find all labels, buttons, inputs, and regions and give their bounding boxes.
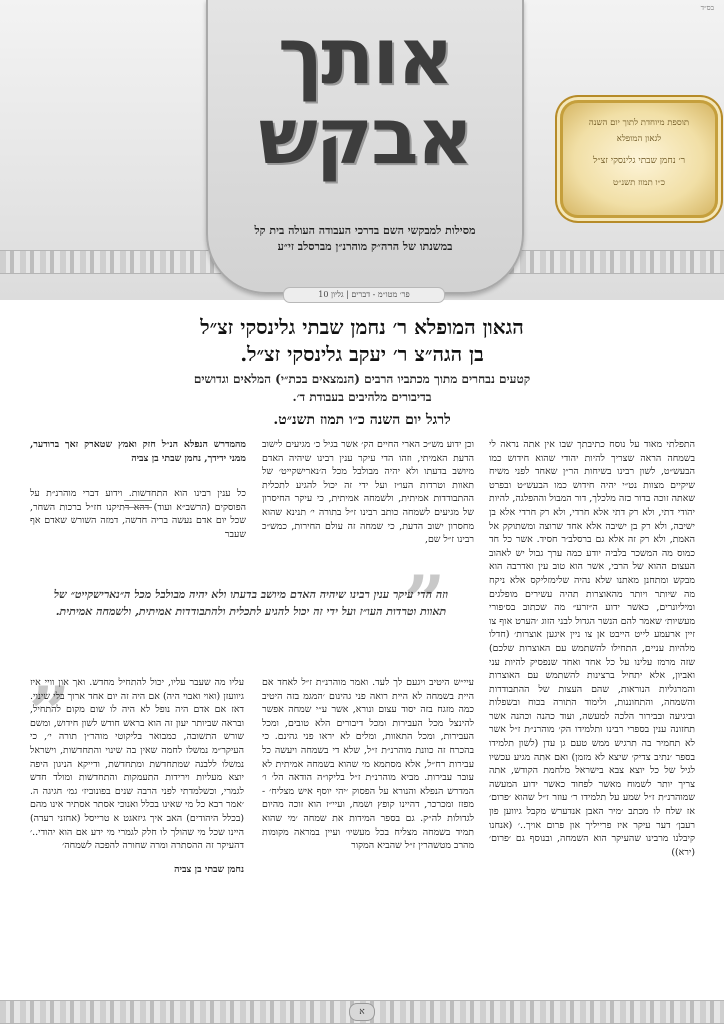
- article-text: כל ענין רבינו הוא התחדשות. וידוע דברי מוהרנ״ת על הפוסקים (הרשב״א ועוד) דהא דתיקנו חז״ל ברכות השחר, שכל יום אדם נעשה בריה חדשה, דמזה השורש שאדם אף שעבר: [30, 488, 246, 540]
- article-column-right: [489, 438, 695, 859]
- headline-description-2: בדיבורים מלהיבים בעבודת ד׳.: [292, 390, 432, 404]
- article-text: עיי״ש היטיב ויגעם לך לעד. ואמר מוהרנ״ת ז״ל לאחד אם היית בשמחה לא היית רואה פני גהינום ׳המגמ בזה היטיב כמה מזגח בזה יסוד עצום ונורא, אשר ע״י שמחה אפשר להינצל מכל העבירות ומכל דיבורים הלא טובים, ומכל העבירות, ומכל התאוות, ומלים לא יראו פני גהינם. כי בהכרח זה כוונת מוהרנ״ת ז״ל, שלא די בשמחה ויעשה כל עבירות רח״ל, אלא מסתמא מי שהוא בשמחה אמיתית לא עובר עבירות. מביא מוהרנ״ת ז״ל בליקו״ה הודאה הל׳ ו׳ המדרש הנפלא והנורא על הפסוק ׳יהי יוסף איש מצליח׳ - מפזז ומכרכר, דהיינו קופץ ושמח, ועיי״ז הוא זוכה מהיום לגדולות לה״ק. גם בספר המידות את שמחה ׳מי שהוא תמיד בשמחה מצליח בכל מעשיו׳ ועיין במראה מקומות מהרב מטשהרין ז״ל שהביא המקור: [262, 677, 474, 852]
- quote-open-icon: ”: [404, 559, 446, 644]
- masthead-title-line-1: אותך: [278, 12, 452, 102]
- article-text: וכן ידוע מש״כ הארי החיים הק׳ אשר בגיל כ׳ מגיעים לישוב הדעת האמיתי, וזהו הדי עיקר ענין רבינו שיהיה האדם מיושב בדעתו ולא יהיה מבולבל מכל ה׳נארישקייט׳ של תאוות וטרדות העו״ז ועל ידי זה יכול להגיע לתכלית ההתבודדות אמיתית, ולשמחה אמיתית, כי עיקר החיסרון של מגיעים לשמחה כותב רבינו ז״ל בתורה י׳ תנינא שהוא מחסרון ישוב הדעת, כי שמחה זה עולם החירות, כמש״כ רבינו ז״ל שם,: [262, 439, 474, 546]
- letter-closing: מהמדרש הנפלא הנ״ל חזק ואמץ שטארק זאך ברודער, ממני ידידך, נחמן שבתי בן צביה: [30, 439, 246, 464]
- issue-info: פר׳ מטו״מ - דברים | גליון 10: [283, 287, 445, 303]
- medallion-line: לגאון המופלא: [616, 134, 662, 144]
- medallion-line: ר׳ נחמן שבתי גלינסקי זצ״ל: [593, 156, 685, 166]
- article-text: התפלתי מאוד על נוסח כתיבתך שבו אין אתה נראה לי בשמחה הראה שצריך להיות יהודי שהוא חידוש כמו הבעש״ט, לשון רבינו בשיחות הר״ן שאחד לפני משיח שיקיים מצוות נט״י יהיה חידוש כמו הבעש״ט ובפרט שאתה זוכה בדור כזה מלכלך, דור המבול וההפלגה, להיות יהודי דתי, ולא רק דתי אלא חרדי, ולא רק חרדי אלא בן ישיבה, ולא רק בן ישיבה אלא אחד שרוצה ומשתוקק אל האמת, ולא רק זה אלא גם ברסלב׳ר חסיד. אשר כל חד כמוס מה המשכר בלביה יודע כמה ערך גבול יש לאהוב העצום ההוא של הרבי, אשר הוא טוב עין ואדרבה הוא מבקש ומתחנן מאתנו שלא נהיה שלימזליקס אלא ניקח מה שיותר ויותר מהאוצרות תהיה עשירים מופלגים ומיליונרים, כאשר ידוע ה״זרע״ מה שכתוב בס׳פורי מעשיות׳ שאמר להם הנשר הגדול לבני הזוג ׳הערט אוף צו זיין ארעמע לייט הייבט אן צו ניין איגען אוצרות׳ (חדלו מלהיות עניים, התחילו להשתמש עם האוצרות שלכם) שזה מרמז עלינו על כל אחד ואחד שנפסיק להיות עני ואביון, אלא יתחיל ברצינות להשתמש עם האוצרות והמרגליות הנוראות, שהם העצות של ההתבודדות והשמחה, והתחוננות, ולימוד התורה בכוח ובשפלות וביגיעה ובבירור הלכה למעשה, ועוד כהנה וכהנה אשר תחזונה ענין בספרי רבינו ותלמידו הק׳ מוהרנ״ת ז״ל אשר לא תחמיר בה תרגיש ממש טעם גן עדן (לשון תלמידו בספר ׳נתיב צדיק׳ שיצא לא מזמן) ואם אתה מגיע עכשיו לגיל של כל יוצא צבא בישראל מלחמת הקודש, אתה צריך יותר לשמוח מאשר לפחוד כאשר ידוע המעשה שמוהרנ״ת ז״ל שמע על תלמידו ר׳ עוזר ז״ל שהוא ׳פרום׳ אז שלח לו מכתב ׳מיר האבן אנדערש מקבל גיווען פון רעבן׳ דער עיקר איז פרייליך און פרום אויך..׳ (אנחנו קיבלנו מרבינו שהעיקר הוא השמחה, ובנוסף גם ׳פרום׳ (ירא)): [489, 439, 695, 858]
- title-panel: [206, 0, 524, 294]
- masthead-subtitle-2: במשנתו של הרה״ק מוהרנ״ן מברסלב זי״ע: [277, 240, 453, 253]
- memorial-medallion: [560, 100, 718, 218]
- headline-occasion: לרגל יום השנה כ״ו תמוז תשנ״ט.: [273, 412, 451, 428]
- article-column-left-lower: [30, 676, 244, 876]
- quote-close-icon: „: [30, 629, 72, 714]
- masthead-title-line-2: אבקש: [258, 92, 472, 182]
- article-column-left: [30, 438, 246, 542]
- headline-main: הגאון המופלא ר׳ נחמן שבתי גלינסקי זצ״ל: [200, 315, 524, 339]
- headline-secondary: בן הגה״צ ר׳ יעקב גלינסקי זצ״ל.: [240, 342, 484, 366]
- section-separator-ornament: [124, 500, 152, 508]
- page-number: א: [349, 1003, 375, 1021]
- corner-mark: בס״ד: [700, 4, 714, 12]
- medallion-line: תוספת מיוחדת לתוך יום השנה: [588, 118, 690, 128]
- pull-quote: וזה הדי עיקר ענין רבינו שיהיה האדם מיושב בדעתו ולא יהיה מבולבל מכל ה״נארישקייט״ של תאוות וטרדות העו״ז ועל ידי זה יכול להגיע לתכלית ולהתבודדות אמיתית, ולשמחה אמיתית.: [53, 588, 449, 618]
- article-column-middle-lower: [262, 676, 474, 853]
- article-text: עליו מה שעבר עליו, יכול להתחיל מחדש. ואך און וויי איז גיוועזן (ואוי ואבוי היה) אם היה זה יום אחד ארוך בלי שינוי. דאז אם אדם היה נופל לא היה לו שום מקום להתחיל, ובראה שביותר יעון זה הוא בראש חודש לשון חידוש, ומשם שורש התשובה, כמבואר בליקוטי מוהר״ן תורה י׳, כי העיקר״מ נמשלו לחמה שאין בה שינוי והתחדשות, וישראל נמשלו ללבנה שמתחדשת ומתחדשת, ודייקא הניגון היפה יוצא מעליות וירידות התעמקות והתחדשות ומולד חדש לגמרי, וכשלמדתי לפני הרבה שנים בפונוביז׳ גמ׳ חגיגה ה. ׳אמר רבא כל מי שאינו בכלל ואנוכי אסתר אסתיר אינו מהם (בכלל היהודים) האב איך גיזאגט א טרייסל (אחזני רעדה) היינו שכל מי שהולך לו חלק לגמרי מי ידע אם הוא יהודי..׳ דהעיקר זה ההסתרה ומרה שחורה להפכה לשמחה׳: [30, 677, 244, 852]
- medallion-line: כ״ו תמוז תשנ״ט: [612, 178, 666, 188]
- signature: נחמן שבתי בן צביה: [174, 863, 244, 875]
- spacer: [30, 465, 246, 487]
- masthead-subtitle-1: מסילות למבקשי השם בדרכי העבודה העולה בית קל: [254, 224, 476, 237]
- headline-description: קטעים נבחרים מתוך מכתביו הרבים (הנמצאים בכת״י) המלאים וגדושים: [193, 372, 531, 386]
- article-column-middle: [262, 438, 474, 547]
